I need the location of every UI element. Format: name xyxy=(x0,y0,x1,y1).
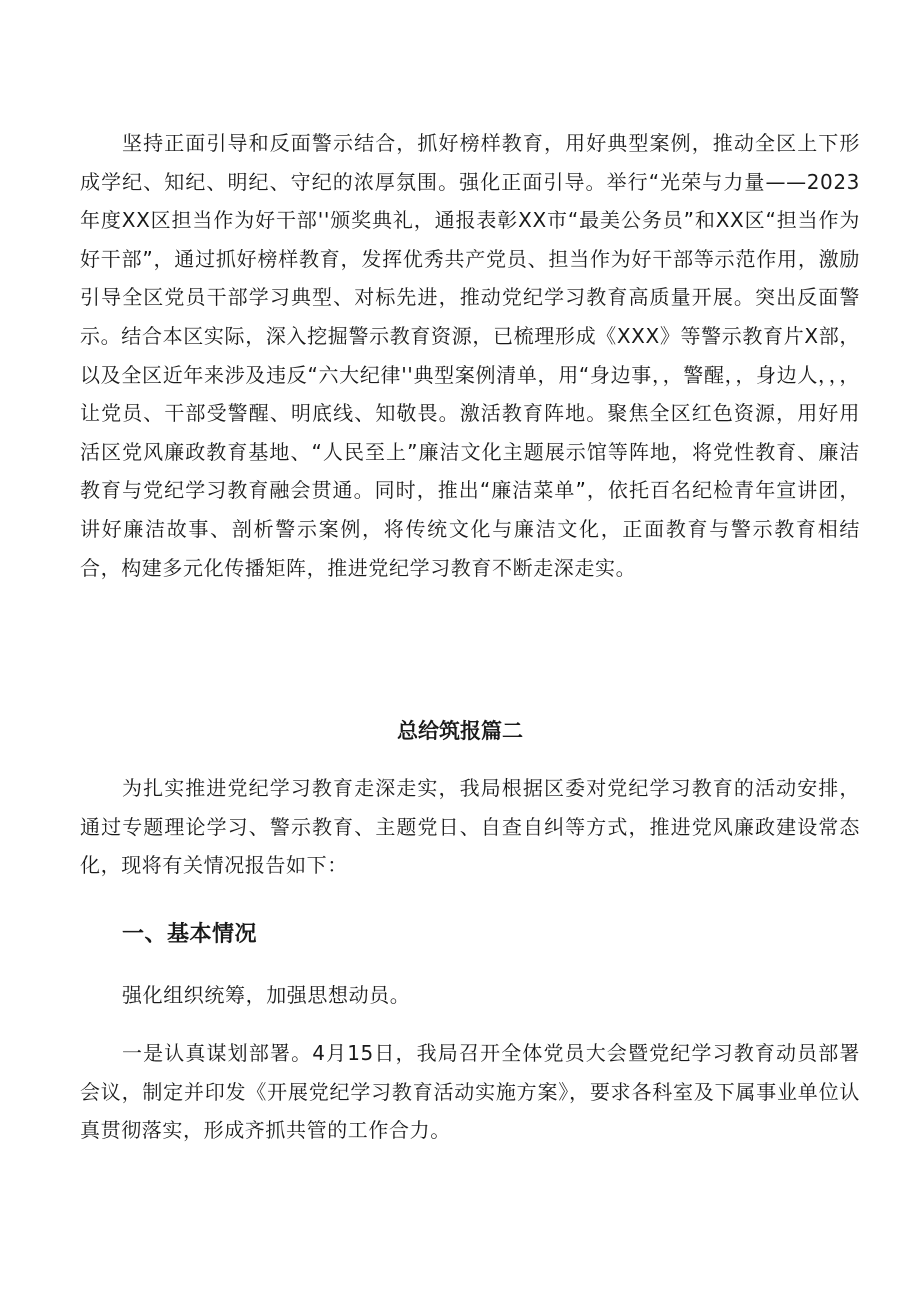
body-paragraph-deployment: 一是认真谋划部署。4月15日，我局召开全体党员大会暨党纪学习教育动员部署会议，制定并印发《开展党纪学习教育活动实施方案》，要求各科室及下属事业单位认真贯彻落实，形成齐抓共管的工作合力。 xyxy=(80,1041,860,1143)
body-paragraph-intro: 为扎实推进党纪学习教育走深走实，我局根据区委对党纪学习教育的活动安排，通过专题理论学习、警示教育、主题党日、自查自纠等方式，推进党风廉政建设常态化，现将有关情况报告如下： xyxy=(80,776,860,878)
subsection-title: 一、基本情况 xyxy=(122,922,258,947)
body-paragraph-organization: 强化组织统筹，加强思想动员。 xyxy=(122,983,411,1007)
body-paragraph-warning-education: 坚持正面引导和反面警示结合，抓好榜样教育，用好典型案例，推动全区上下形成学纪、知纪、明纪、守纪的浓厚氛围。强化正面引导。举行“光荣与力量——2023年度XX区担当作为好干部''颁奖典礼，通报表彰XX市“最美公务员”和XX区“担当作为好干部”，通过抓好榜样教育，发挥优秀共产党员、担当作为好干部等示范作用，激励引导全区党员干部学习典型、对标先进，推动党纪学习教育高质量开展。突出反面警示。结合本区实际，深入挖掘警示教育资源，已梳理形成《XXX》等警示教育片X部，以及全区近年来涉及违反“六大纪律''典型案例清单，用“身边事，，警醒，，身边人，，，让党员、干部受警醒、明底线、知敬畏。激活教育阵地。聚焦全区红色资源，用好用活区党风廉政教育基地、“人民至上”廉洁文化主题展示馆等阵地，将党性教育、廉洁教育与党纪学习教育融会贯通。同时，推出“廉洁菜单”，依托百名纪检青年宣讲团，讲好廉洁故事、剖析警示案例，将传统文化与廉洁文化，正面教育与警示教育相结合，构建多元化传播矩阵，推进党纪学习教育不断走深走实。 xyxy=(80,131,860,580)
section-heading: 总给筑报篇二 xyxy=(397,719,523,743)
